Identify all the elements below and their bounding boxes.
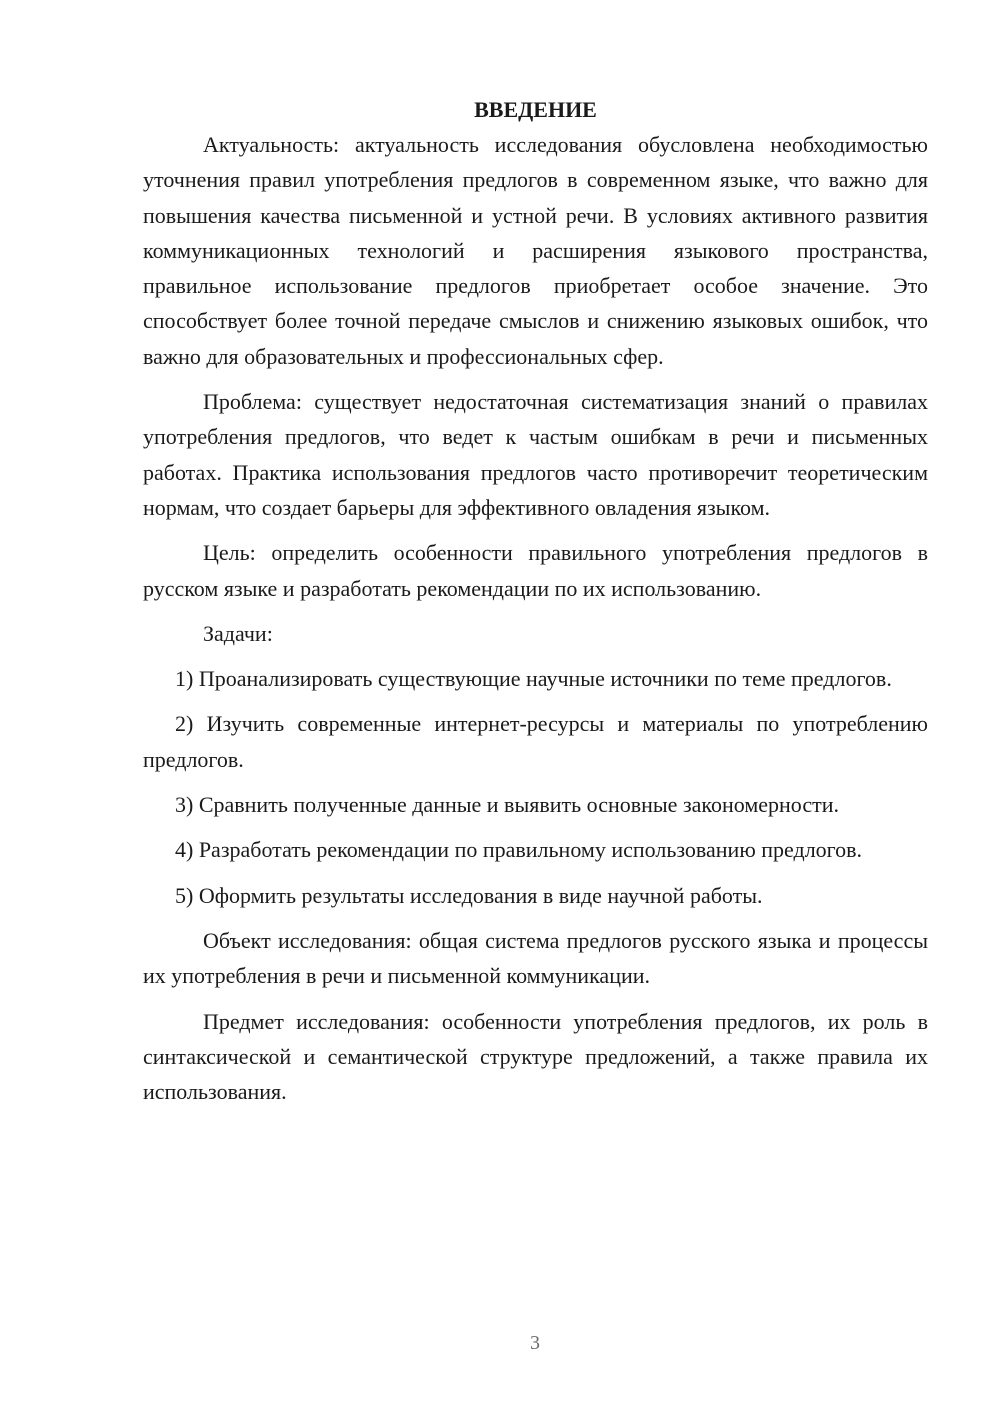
paragraph-relevance: Актуальность: актуальность исследования обусловлена необходимостью уточнения правил употребления предлогов в современном языке, что важно для повышения качества письменной и устной речи. В условиях активного развития коммуникационных технологий и расширения языкового пространства, правильное использование предлогов приобретает особое значение. Это способствует более точной передаче смыслов и снижению языковых ошибок, что важно для образовательных и профессиональных сфер. [143, 132, 928, 369]
paragraph-goal: Цель: определить особенности правильного употребления предлогов в русском языке и разработать рекомендации по их использованию. [143, 540, 928, 601]
paragraph-subject: Предмет исследования: особенности употребления предлогов, их роль в синтаксической и семантической структуре предложений, а также правила их использования. [143, 1008, 928, 1105]
paragraph-problem: Проблема: существует недостаточная систематизация знаний о правилах употребления предлогов, что ведет к частым ошибкам в речи и письменных работах. Практика использования предлогов часто противоречит теоретическим нормам, что создает барьеры для эффективного овладения языком. [143, 389, 928, 520]
page-number: 3 [530, 1332, 540, 1354]
section-heading: ВВЕДЕНИЕ [474, 97, 597, 122]
page-content [143, 92, 928, 1119]
paragraph-object: Объект исследования: общая система предлогов русского языка и процессы их употребления в речи и письменной коммуникации. [143, 927, 928, 989]
task-item: 4) Разработать рекомендации по правильному использованию предлогов. [175, 837, 863, 863]
task-item: 5) Оформить результаты исследования в виде научной работы. [175, 882, 763, 908]
task-list [143, 661, 928, 913]
task-item: 2) Изучить современные интернет-ресурсы и материалы по употреблению предлогов. [143, 711, 928, 772]
tasks-label: Задачи: [203, 620, 273, 646]
task-item: 1) Проанализировать существующие научные источники по теме предлогов. [175, 666, 892, 692]
task-item: 3) Сравнить полученные данные и выявить основные закономерности. [175, 792, 839, 818]
